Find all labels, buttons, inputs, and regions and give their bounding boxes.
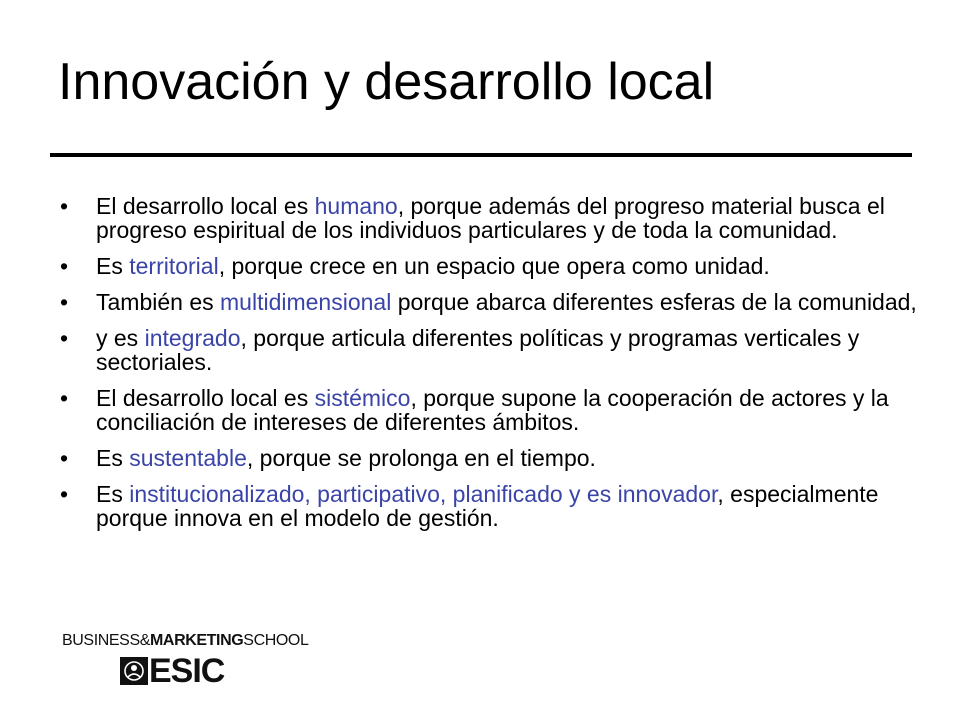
bullet-item bbox=[60, 446, 920, 470]
bullet-dot: • bbox=[60, 193, 69, 219]
title-divider bbox=[50, 153, 912, 157]
bullet-item bbox=[60, 194, 920, 242]
bullet-dot: • bbox=[60, 253, 69, 279]
logo-wordmark: ESIC bbox=[149, 652, 225, 690]
bullet-item bbox=[60, 254, 920, 278]
highlighted-term: integrado bbox=[144, 325, 241, 351]
bullet-text: Es bbox=[96, 253, 130, 279]
highlighted-term: territorial bbox=[129, 253, 219, 279]
bullet-dot: • bbox=[60, 481, 69, 507]
bullet-text: , porque se prolonga en el tiempo. bbox=[246, 445, 596, 471]
logo-tagline-bold: MARKETING bbox=[150, 632, 244, 649]
highlighted-term: multidimensional bbox=[220, 289, 392, 315]
esic-emblem-icon bbox=[120, 657, 148, 685]
bullet-text: , porque crece en un espacio que opera como unidad. bbox=[218, 253, 770, 279]
highlighted-term: institucionalizado, participativo, planificado y es innovador bbox=[129, 481, 718, 507]
bullet-text: , especialmente porque innova en el modelo de gestión. bbox=[96, 481, 879, 531]
logo-tagline-part-1: BUSINESS& bbox=[62, 632, 150, 649]
bullet-item bbox=[60, 326, 920, 374]
bullet-text: porque abarca diferentes esferas de la comunidad, bbox=[391, 289, 917, 315]
bullet-text: También es bbox=[96, 289, 221, 315]
bullet-text: , porque además del progreso material busca el progreso espiritual de los individuos particulares y de toda la comunidad. bbox=[96, 193, 885, 243]
bullet-text: Es bbox=[96, 445, 130, 471]
bullet-text: y es bbox=[96, 325, 145, 351]
bullet-dot: • bbox=[60, 445, 69, 471]
logo-tagline-part-2: SCHOOL bbox=[243, 632, 309, 649]
bullet-text: , porque supone la cooperación de actores y la conciliación de intereses de diferentes ámbitos. bbox=[96, 385, 889, 435]
bullet-dot: • bbox=[60, 325, 69, 351]
bullet-text: El desarrollo local es bbox=[96, 193, 315, 219]
highlighted-term: humano bbox=[314, 193, 398, 219]
bullet-text: El desarrollo local es bbox=[96, 385, 315, 411]
bullet-dot: • bbox=[60, 289, 69, 315]
slide-title: Innovación y desarrollo local bbox=[58, 53, 715, 111]
bullet-item bbox=[60, 290, 920, 314]
esic-logo bbox=[62, 632, 309, 690]
bullet-list bbox=[60, 194, 920, 542]
logo-tagline bbox=[62, 632, 309, 650]
highlighted-term: sistémico bbox=[314, 385, 411, 411]
bullet-dot: • bbox=[60, 385, 69, 411]
logo-mark bbox=[120, 654, 224, 688]
bullet-text: , porque articula diferentes políticas y programas verticales y sectoriales. bbox=[96, 325, 860, 375]
highlighted-term: sustentable bbox=[129, 445, 247, 471]
bullet-item bbox=[60, 386, 920, 434]
bullet-text: Es bbox=[96, 481, 130, 507]
bullet-item bbox=[60, 482, 920, 530]
